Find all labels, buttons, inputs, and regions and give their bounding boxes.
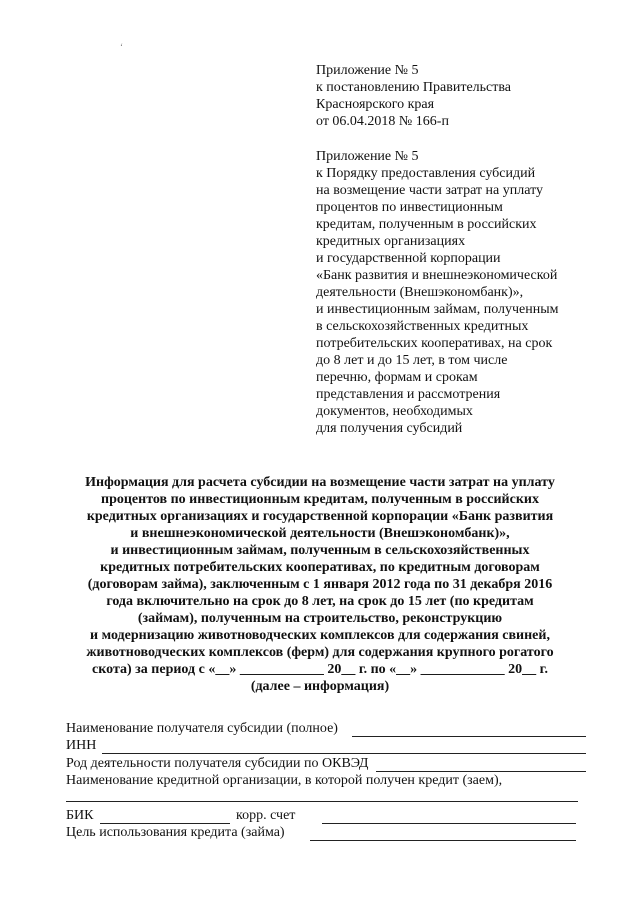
credit-purpose-field[interactable] [66, 825, 586, 843]
appendix-line: представления и рассмотрения [316, 387, 501, 402]
appendix-line: к Порядку предоставления субсидий [316, 166, 536, 181]
corr-account-underline[interactable] [322, 822, 576, 824]
appendix-line: деятельности (Внешэкономбанк)», [316, 285, 524, 300]
appendix-line: «Банк развития и внешнеэкономической [316, 268, 558, 283]
credit-org-label: Наименование кредитной организации, в которой получен кредит (заем), [66, 773, 503, 788]
title-line: (займам), полученным на строительство, реконструкцию [137, 611, 503, 626]
appendix-line: документов, необходимых [316, 404, 473, 419]
scan-mark: ʻ [120, 42, 123, 52]
appendix-line: процентов по инвестиционным [316, 200, 503, 215]
corr-account-label: корр. счет [236, 808, 296, 823]
appendix-line: в сельскохозяйственных кредитных [316, 319, 529, 334]
appendix-line: для получения субсидий [316, 421, 463, 436]
credit-org-underline[interactable] [66, 801, 578, 802]
credit-purpose-label: Цель использования кредита (займа) [66, 825, 285, 840]
appendix-line: Красноярского края [316, 97, 435, 112]
appendix-line: Приложение № 5 [316, 149, 419, 164]
appendix-line: кредитных организациях [316, 234, 466, 249]
inn-label: ИНН [66, 738, 97, 753]
title-line: процентов по инвестиционным кредитам, полученным в российских [101, 492, 539, 507]
inn-underline[interactable] [102, 752, 586, 754]
title-line: и инвестиционным займам, полученным в сельскохозяйственных [110, 543, 530, 558]
appendix-line: на возмещение части затрат на уплату [316, 183, 544, 198]
appendix-line: потребительских кооперативах, на срок [316, 336, 553, 351]
appendix-line: перечню, формам и срокам [316, 370, 478, 385]
title-line: и модернизацию животноводческих комплексов для содержания свиней, [90, 628, 550, 643]
title-line: кредитных организациях и государственной корпорации «Банк развития [86, 509, 554, 524]
appendix-line: и государственной корпорации [316, 251, 501, 266]
title-line: кредитных потребительских кооперативах, по кредитным договорам [100, 560, 540, 575]
recipient-name-underline[interactable] [352, 735, 586, 737]
appendix-line: до 8 лет и до 15 лет, в том числе [316, 353, 508, 368]
title-line: животноводческих комплексов (ферм) для содержания крупного рогатого [86, 645, 554, 660]
title-line: (далее – информация) [250, 679, 390, 694]
appendix-line: к постановлению Правительства [316, 80, 512, 95]
title-line: Информация для расчета субсидии на возмещение части затрат на уплату [85, 475, 555, 490]
okved-label: Род деятельности получателя субсидии по ОКВЭД [66, 756, 369, 771]
bik-label: БИК [66, 808, 94, 823]
recipient-name-label: Наименование получателя субсидии (полное) [66, 721, 338, 736]
title-line: и внешнеэкономической деятельности (Внешэкономбанк)», [130, 526, 510, 541]
title-line: скота) за период с «__» ____________ 20__ г. по «__» ____________ 20__ г. [92, 662, 548, 677]
appendix-line: от 06.04.2018 № 166-п [316, 114, 449, 129]
recipient-name-field[interactable] [66, 721, 586, 739]
appendix-line: кредитам, полученным в российских [316, 217, 537, 232]
credit-org-field [66, 773, 586, 791]
credit-purpose-underline[interactable] [310, 839, 576, 841]
appendix-line: и инвестиционным займам, полученным [316, 302, 559, 317]
title-line: (договорам займа), заключенным с 1 января 2012 года по 31 декабря 2016 [87, 577, 553, 592]
inn-field[interactable] [66, 738, 586, 756]
title-line: года включительно на срок до 8 лет, на срок до 15 лет (по кредитам [106, 594, 534, 609]
appendix-line: Приложение № 5 [316, 63, 419, 78]
